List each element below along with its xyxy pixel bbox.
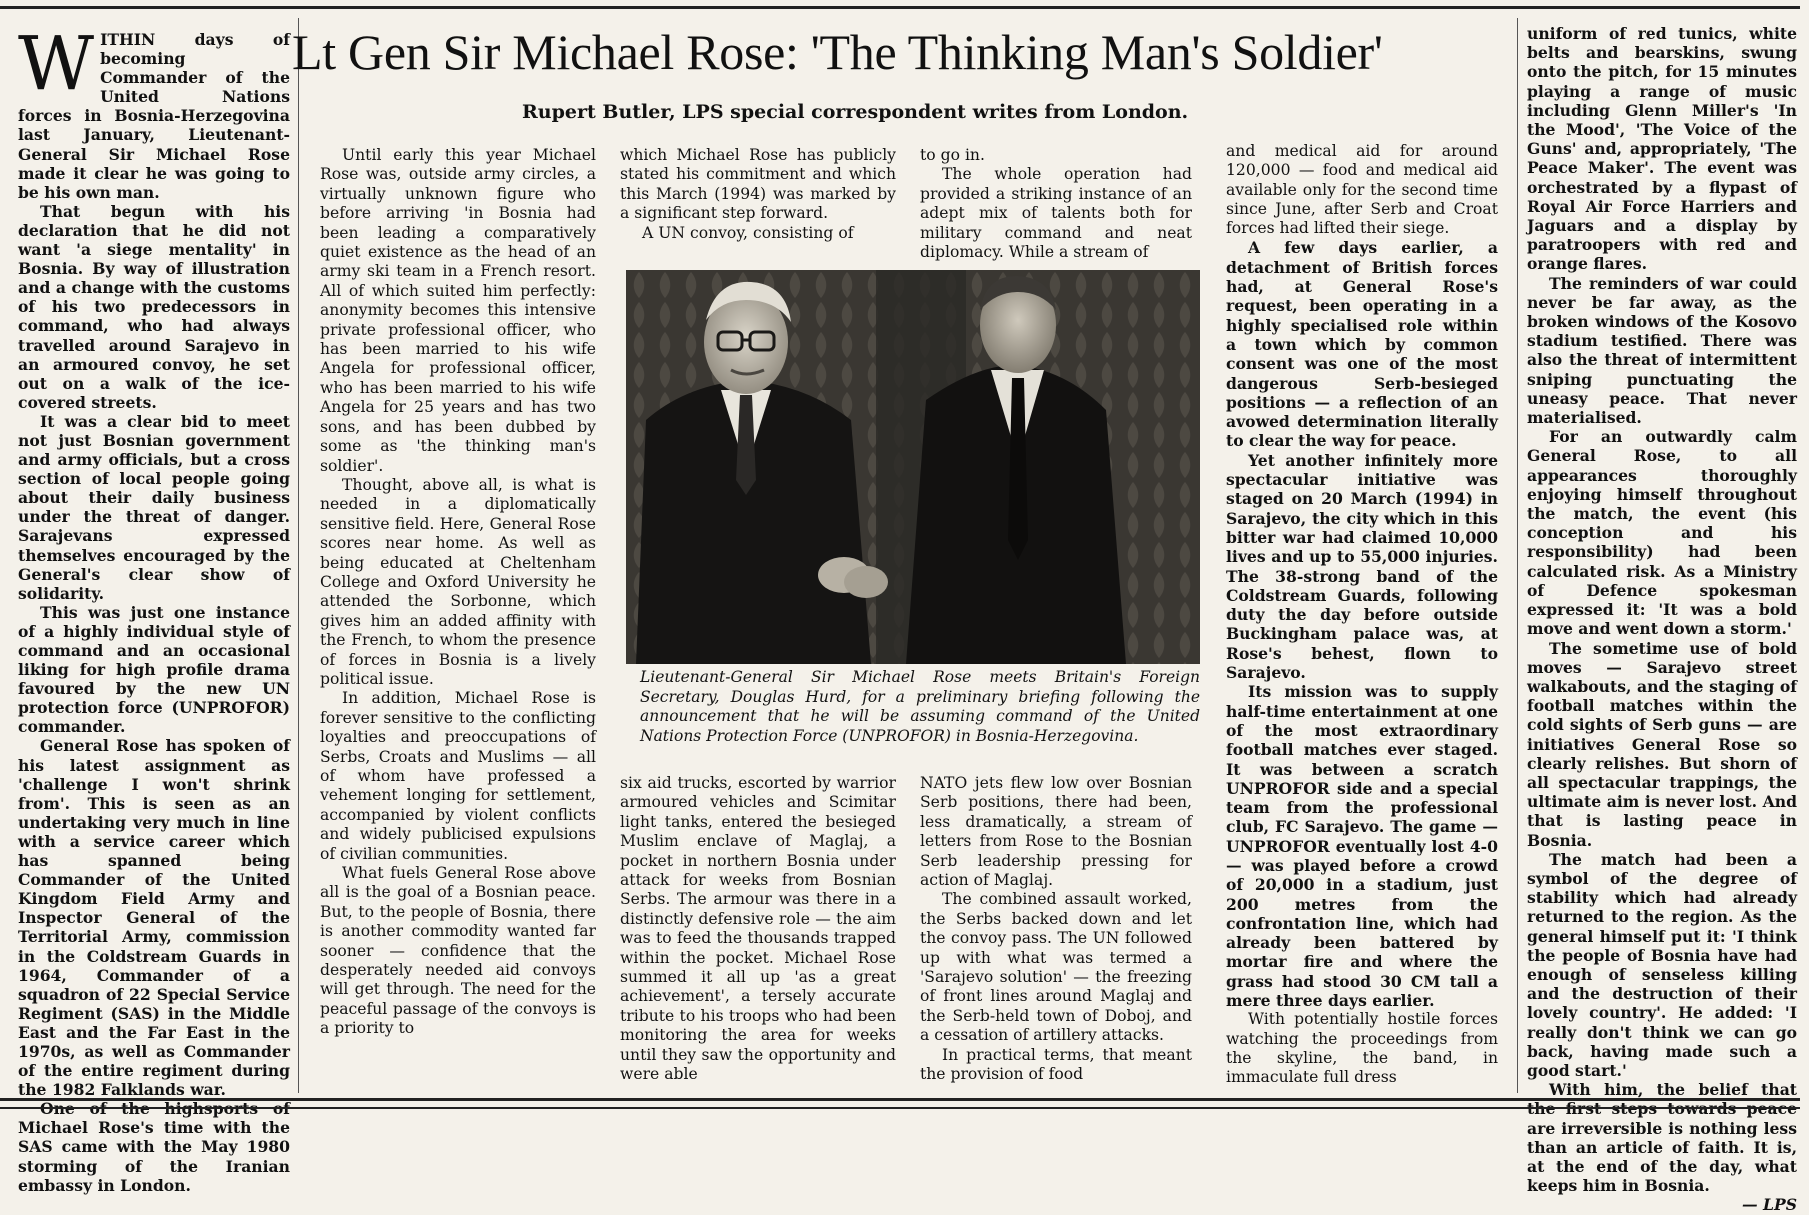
paragraph: For an outwardly calm General Rose, to all appearances thoroughly enjoying himself throughout the match, the event (his conception and his responsibility) had been calculated risk. As a Ministry of Defence spokesman expressed it: 'It was a bold move and went down a storm.' [1527,427,1797,639]
byline: Rupert Butler, LPS special correspondent writes from London. [522,101,1189,123]
drop-cap: W [18,21,95,107]
paragraph: In addition, Michael Rose is forever sensitive to the conflicting loyalties and preoccupations of Serbs, Croats and Muslims — all of whom have professed a vehement longing for settlement, accompanied by violent conflicts and widely publicised expulsions of civilian communities. [320,689,596,863]
paragraph: Thought, above all, is what is needed in a diplomatically sensitive field. Here, General Rose scores near home. As well as being educated at Cheltenham College and Oxford University he attended the Sorbonne, which gives him an added affinity with the French, to whom the presence of forces in Bosnia is a lively political issue. [320,475,596,688]
paragraph: With him, the belief that the first steps towards peace are irreversible is nothing less than an article of faith. It is, at the end of the day, what keeps him in Bosnia. [1527,1080,1797,1196]
article-column-3-bottom [620,774,896,1085]
article-column-2 [320,146,596,1039]
paragraph: Its mission was to supply half-time entertainment at one of the most extraordinary football matches ever staged. It was between a scratch UNPROFOR side and a special team from the professional club, FC Sarajevo. The game — UNPROFOR eventually lost 4-0 — was played before a crowd of 20,000 in a stadium, just 200 metres from the confrontation line, which had already been battered by mortar fire and where the grass had stood 30 CM tall a mere three days earlier. [1226,682,1498,1011]
article-column-1 [18,21,290,1195]
paragraph: and medical aid for around 120,000 — food and medical aid available only for the second time since June, after Serb and Croat forces had lifted their siege. [1226,142,1498,238]
author-signature: — LPS [1742,1195,1797,1215]
article-column-6 [1527,24,1797,1215]
headline: Lt Gen Sir Michael Rose: 'The Thinking Man's Soldier' [292,24,1383,80]
photo-illustration [626,270,1200,664]
article-column-5 [1226,142,1498,1088]
paragraph: The combined assault worked, the Serbs backed down and let the convoy pass. The UN followed up with what was termed a 'Sarajevo solution' — the freezing of front lines around Maglaj and the Serb-held town of Doboj, and a cessation of artillery attacks. [920,890,1192,1045]
paragraph: The reminders of war could never be far away, as the broken windows of the Kosovo stadium testified. There was also the threat of intermittent sniping punctuating the uneasy peace. That never materialised. [1527,273,1797,428]
paragraph: Until early this year Michael Rose was, outside army circles, a virtually unknown figure who before arriving 'in Bosnia had been leading a comparatively quiet existence as the head of an army ski team in a French resort. All of which suited him perfectly: anonymity becomes this intensive private professional officer, who has been married to his wife Angela for professional officer, who has been married to his wife Angela for 25 years and has two sons, and has been dubbed by some as 'the thinking man's soldier'. [320,146,596,475]
bottom-rule [0,1098,1800,1109]
paragraph: The sometime use of bold moves — Sarajevo street walkabouts, and the staging of football matches within the cold sights of Serb guns — are initiatives General Rose so clearly relishes. But shorn of all spectacular trappings, the ultimate aim is never lost. And that is lasting peace in Bosnia. [1527,638,1797,850]
paragraph: The whole operation had provided a striking instance of an adept mix of talents both for military command and neat diplomacy. While a stream of [920,165,1192,262]
column-rule [298,18,299,1093]
column-rule [1517,18,1518,1093]
top-rule [0,6,1800,9]
paragraph: In practical terms, that meant the provision of food [920,1045,1192,1084]
lead-paragraph [18,21,290,202]
paragraph: That begun with his declaration that he did not want 'a siege mentality' in Bosnia. By way of illustration and a change with the customs of his two predecessors in command, who had always travelled around Sarajevo in an armoured convoy, he set out on a walk of the ice-covered streets. [18,201,290,412]
paragraph: This was just one instance of a highly individual style of command and an occasional liking for high profile drama favoured by the new UN protection force (UNPROFOR) commander. [18,602,290,737]
paragraph: It was a clear bid to meet not just Bosnian government and army officials, but a cross section of local people going about their daily business under the threat of danger. Sarajevans expressed themselves encouraged by the General's clear show of solidarity. [18,411,290,603]
paragraph: which Michael Rose has publicly stated his commitment and which this March (1994) was marked by a significant step forward. [620,146,896,223]
paragraph: A few days earlier, a detachment of British forces had, at General Rose's request, been operating in a highly specialised role within a town which by common consent was one of the most dangerous Serb-besieged positions — a reflection of an avowed determination literally to clear the way for peace. [1226,238,1498,451]
paragraph: to go in. [920,146,985,164]
article-column-4-bottom [920,774,1192,1085]
paragraph: six aid trucks, escorted by warrior armoured vehicles and Scimitar light tanks, entered the besieged Muslim enclave of Maglaj, a pocket in northern Bosnia under attack for weeks from Bosnian Serbs. The armour was there in a distinctly defensive role — the aim was to feed the thousands trapped within the pocket. Michael Rose summed it all up 'as a great achievement', a tersely accurate tribute to his troops who had been monitoring the area for weeks until they saw the opportunity and were able [620,774,896,1084]
paragraph: uniform of red tunics, white belts and bearskins, swung onto the pitch, for 15 minutes playing a range of music including Glenn Miller's 'In the Mood', 'The Voice of the Guns' and, appropriately, 'The Peace Maker'. The event was orchestrated by a flypast of Royal Air Force Harriers and Jaguars and a display by paratroopers with red and orange flares. [1527,24,1797,274]
paragraph: NATO jets flew low over Bosnian Serb positions, there had been, less dramatically, a stream of letters from Rose to the Bosnian Serb leadership pressing for action of Maglaj. [920,774,1192,890]
news-photo [626,270,1200,664]
paragraph: With potentially hostile forces watching the proceedings from the skyline, the band, in immaculate full dress [1226,1010,1498,1087]
photo-caption: Lieutenant-General Sir Michael Rose meets Britain's Foreign Secretary, Douglas Hurd, for a preliminary briefing following the announcement that he will be assuming command of the United Nations Protection Force (UNPROFOR) in Bosnia-Herzegovina. [640,668,1200,745]
paragraph: A UN convoy, consisting of [642,223,854,242]
article-column-4-top [920,146,1192,262]
lead-text: ITHIN days of becoming Commander of the United Nations forces in Bosnia-Herzegovina last January, Lieutenant-General Sir Michael Rose made it clear he was going to be his own man. [18,30,290,202]
paragraph: The match had been a symbol of the degree of stability which had already returned to the region. As the general himself put it: 'I think the people of Bosnia have had enough of senseless killing and the destruction of their lovely country'. He added: 'I really don't think we can go back, having made such a good start.' [1527,849,1797,1080]
paragraph: What fuels General Rose above all is the goal of a Bosnian peace. But, to the people of Bosnia, there is another commodity wanted far sooner — confidence that the desperately needed aid convoys will get through. The need for the peaceful passage of the convoys is a priority to [320,864,596,1038]
paragraph: Yet another infinitely more spectacular initiative was staged on 20 March (1994) in Sarajevo, the city which in this bitter war had claimed 10,000 lives and up to 55,000 injuries. The 38-strong band of the Coldstream Guards, following duty the day before outside Buckingham palace was, at Rose's behest, flown to Sarajevo. [1226,450,1498,683]
paragraph: General Rose has spoken of his latest assignment as 'challenge I won't shrink from'. This is seen as an undertaking very much in line with a service career which has spanned being Commander of the United Kingdom Field Army and Inspector General of the Territorial Army, commission in the Coldstream Guards in 1964, Commander of a squadron of 22 Special Service Regiment (SAS) in the Middle East and the Far East in the 1970s, as well as Commander of the entire regiment during the 1982 Falklands war. [18,736,290,1100]
paragraph: One of the highsports of Michael Rose's time with the SAS came with the May 1980 storming of the Iranian embassy in London. [18,1099,290,1195]
article-column-3-top [620,146,896,243]
